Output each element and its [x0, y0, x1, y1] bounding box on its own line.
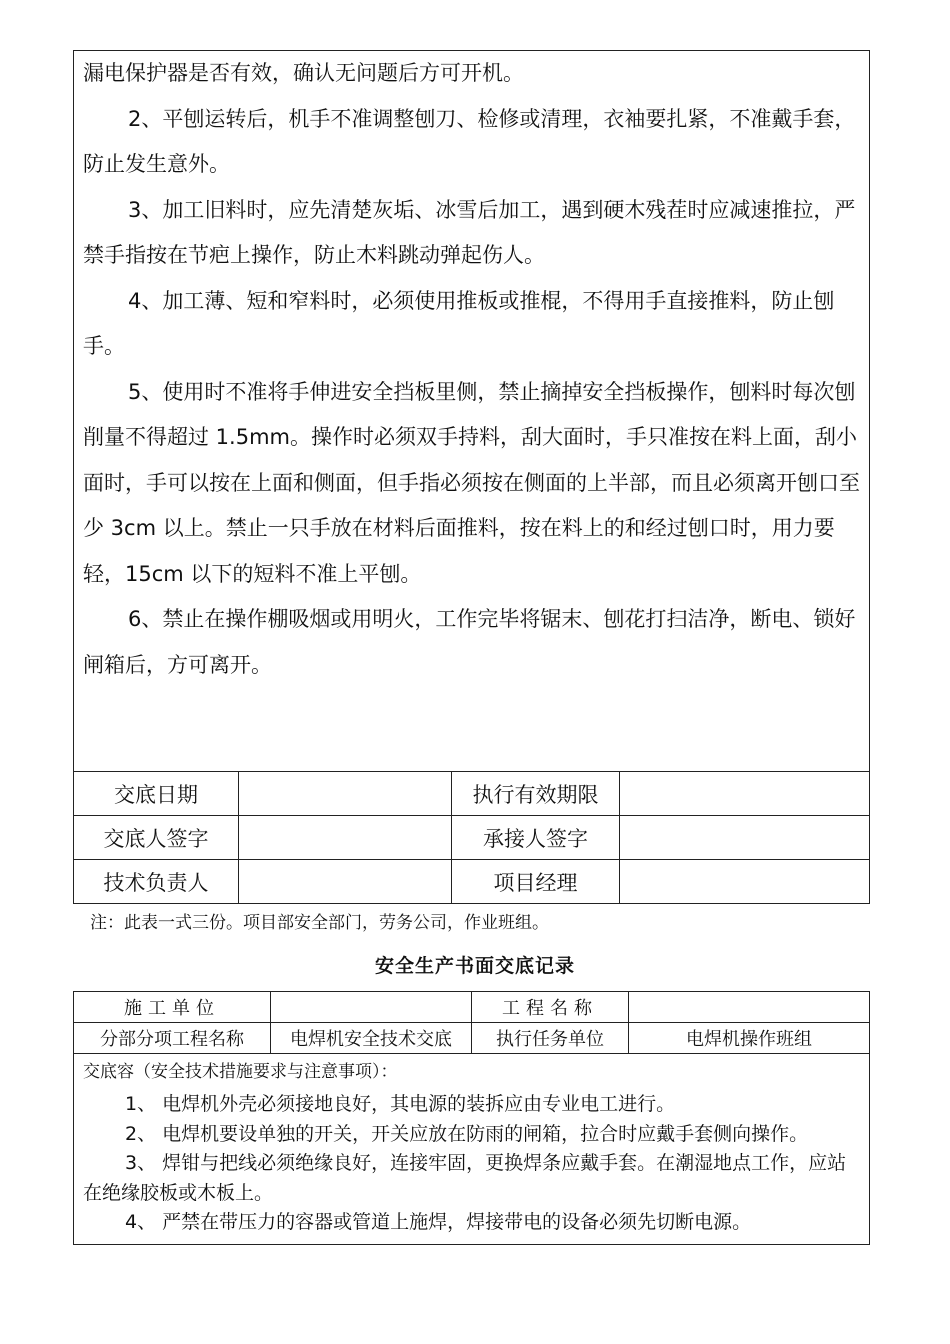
label-briefing-date: 交底日期	[74, 772, 239, 816]
field-executing-unit[interactable]: 电焊机操作班组	[629, 1023, 870, 1054]
field-subproject-name[interactable]: 电焊机安全技术交底	[271, 1023, 472, 1054]
safety-briefing-table-top	[73, 50, 870, 904]
label-project-manager: 项目经理	[452, 860, 620, 904]
label-validity-period: 执行有效期限	[452, 772, 620, 816]
welder-item-1: 1、 电焊机外壳必须接地良好，其电源的装拆应由专业电工进行。	[125, 1093, 676, 1115]
safety-briefing-table-bottom	[73, 991, 870, 1245]
field-receiver-signature[interactable]	[620, 816, 870, 860]
paragraph-item-4: 4、加工薄、短和窄料时，必须使用推板或推棍，不得用手直接推料，防止刨手。	[83, 288, 835, 358]
paragraph-item-6: 6、禁止在操作棚吸烟或用明火，工作完毕将锯末、刨花打扫洁净，断电、锁好闸箱后，方可离开。	[83, 607, 856, 677]
welder-item-4: 4、 严禁在带压力的容器或管道上施焊，焊接带电的设备必须先切断电源。	[125, 1211, 752, 1233]
paragraph-item-5: 5、使用时不准将手伸进安全挡板里侧，禁止摘掉安全挡板操作，刨料时每次刨削量不得超过 1.5mm。操作时必须双手持料，刮大面时，手只准按在料上面，刮小面时，手可以按在上面和侧面，但手指必须按在侧面的上半部，而且必须离开刨口至少 3cm 以上。禁止一只手放在材料后面推料，按在料上的和经过刨口时，用力要轻，15cm 以下的短料不准上平刨。	[83, 379, 860, 586]
label-technical-lead: 技术负责人	[74, 860, 239, 904]
welder-item-2: 2、 电焊机要设单独的开关，开关应放在防雨的闸箱，拉合时应戴手套侧向操作。	[125, 1122, 809, 1145]
label-construction-unit: 施工单位	[74, 992, 271, 1023]
header-row-unit	[74, 992, 870, 1023]
paragraph-item-2: 2、平刨运转后，机手不准调整刨刀、检修或清理，衣袖要扎紧，不准戴手套，防止发生意外。	[83, 106, 856, 176]
welder-item-3: 3、 焊钳与把线必须绝缘良好，连接牢固，更换焊条应戴手套。在潮湿地点工作，应站在绝缘胶板或木板上。	[83, 1152, 847, 1204]
document-title: 安全生产书面交底记录	[374, 955, 575, 977]
label-briefer-signature: 交底人签字	[74, 816, 239, 860]
field-construction-unit[interactable]	[271, 992, 472, 1023]
signature-row-signers	[74, 816, 870, 860]
field-briefing-date[interactable]	[239, 772, 452, 816]
briefing-content	[74, 51, 870, 772]
briefing-content-bottom	[74, 1054, 870, 1245]
label-receiver-signature: 承接人签字	[452, 816, 620, 860]
signature-row-managers	[74, 860, 870, 904]
header-row-subproject	[74, 1023, 870, 1054]
signature-row-date	[74, 772, 870, 816]
paragraph-item-3: 3、加工旧料时，应先清楚灰垢、冰雪后加工，遇到硬木残茬时应减速推拉，严禁手指按在节疤上操作，防止木料跳动弹起伤人。	[83, 197, 856, 267]
label-executing-unit: 执行任务单位	[472, 1023, 629, 1054]
field-project-name[interactable]	[629, 992, 870, 1023]
field-validity-period[interactable]	[620, 772, 870, 816]
content-intro: 交底容（安全技术措施要求与注意事项）：	[83, 1062, 398, 1082]
field-project-manager[interactable]	[620, 860, 870, 904]
label-subproject-name: 分部分项工程名称	[74, 1023, 271, 1054]
label-project-name: 工程名称	[472, 992, 629, 1023]
footnote: 注：此表一式三份。项目部安全部门，劳务公司，作业班组。	[90, 913, 549, 933]
field-briefer-signature[interactable]	[239, 816, 452, 860]
field-technical-lead[interactable]	[239, 860, 452, 904]
paragraph-continuation: 漏电保护器是否有效，确认无问题后方可开机。	[83, 61, 524, 85]
